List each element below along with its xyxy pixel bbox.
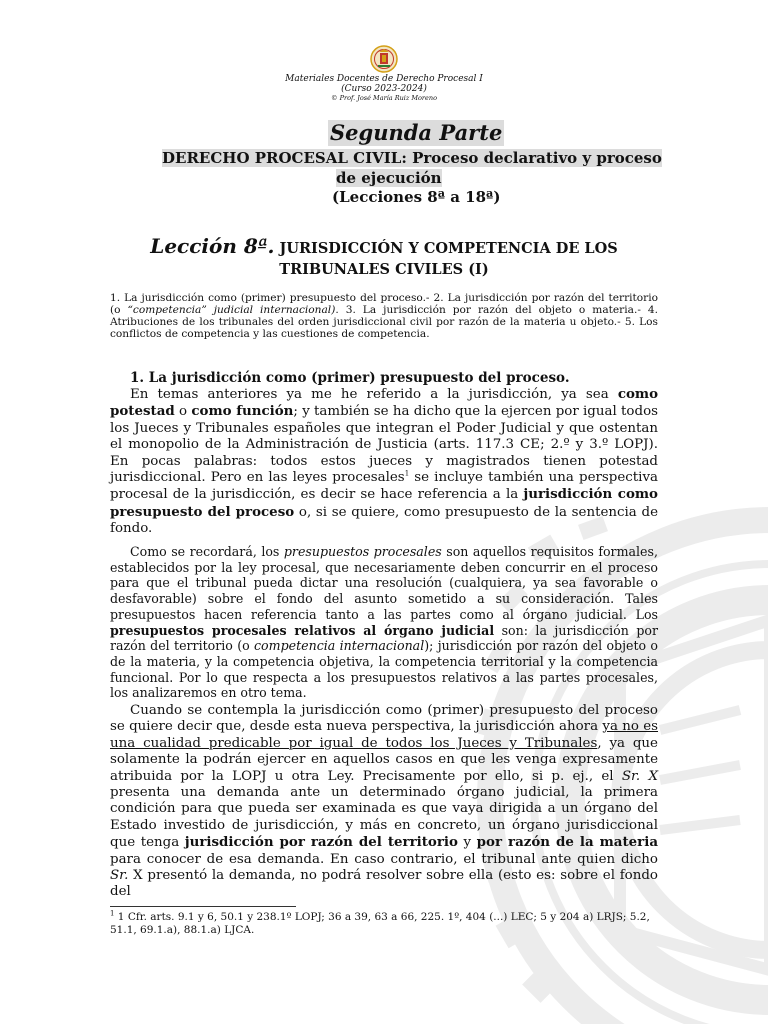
text-run: Cuando se contempla la jurisdicción como (primer) presupuesto del proceso se quiere decir que, desde esta nueva perspectiva, la jurisdicción ahora bbox=[110, 703, 658, 735]
bold-text: jurisdicción como presupuesto del proceso bbox=[110, 486, 658, 520]
text-run: En temas anteriores ya me he referido a la jurisdicción, ya sea bbox=[130, 387, 618, 402]
document-header bbox=[0, 44, 768, 103]
footnote bbox=[110, 911, 658, 937]
text-run: . 3. La jurisdicción por razón del objeto o materia.- 4. Atribuciones de los tribunales del orden jurisdiccional civil por razón de la materia u objeto.- 5. Los conflictos de competencia y las cuestiones de competencia. bbox=[110, 304, 659, 340]
bold-text: como función bbox=[191, 403, 294, 420]
footnote-mark: 1 bbox=[110, 909, 115, 918]
text-run: se incluye también una perspectiva procesal de la jurisdicción, es decir se hace referencia a la bbox=[110, 470, 658, 503]
bold-text: jurisdicción por razón del territorio bbox=[184, 834, 458, 851]
text-run: , ya que solamente la podrán ejercer en aquellos casos en que les venga expresamente atribuida por la LOPJ u otra Ley. Precisamente por ello, si p. ej., el bbox=[110, 735, 658, 784]
italic-text: presupuestos procesales bbox=[283, 544, 442, 559]
text-run: X presentó la demanda, no podrá resolver sobre ella (esto es: sobre el fondo del bbox=[110, 868, 658, 900]
paragraph-3 bbox=[110, 703, 658, 901]
text-run: ); jurisdicción por razón del objeto o de la materia, y la competencia objetiva, la competencia territorial y la competencia funcional. Por lo que respecta a los presupuestos relativos a las partes procesales, los analizaremos en otro tema. bbox=[110, 638, 658, 701]
paragraph-1 bbox=[110, 386, 658, 538]
lesson-number: Lección 8ª. bbox=[150, 234, 275, 258]
part-title: Segunda Parte bbox=[330, 120, 503, 145]
text-run: son aquellos requisitos formales, establecidos por la ley procesal, que necesariamente deben concurrir en el proceso para que el tribunal pueda dictar una resolución (cualquiera, ya sea favorable o desfavorable) sobre el fondo del asunto sometido a su consideración. Tales presupuestos hacen referencia tanto a las partes como al órgano judicial. Los bbox=[110, 544, 658, 622]
lesson-heading bbox=[110, 236, 658, 280]
text-run: y bbox=[457, 835, 477, 851]
part-subtitle-line2: de ejecución bbox=[336, 169, 442, 187]
underlined-text: ya no es una cualidad predicable por igual de todos los Jueces y Tribunales bbox=[110, 719, 659, 751]
text-run: Como se recordará, los bbox=[130, 544, 284, 559]
bold-text: como potestad bbox=[110, 386, 658, 420]
lesson-title: JURISDICCIÓN Y COMPETENCIA DE LOS TRIBUNALES CIVILES (I) bbox=[274, 240, 618, 278]
paragraph-2 bbox=[110, 544, 658, 701]
footnote-divider bbox=[110, 906, 296, 907]
text-run: o, si se quiere, como presupuesto de la sentencia de fondo. bbox=[110, 504, 658, 537]
course-year: (Curso 2023-2024) bbox=[341, 84, 427, 94]
part-subtitle bbox=[162, 148, 662, 188]
materials-title: Materiales Docentes de Derecho Procesal I bbox=[285, 74, 483, 84]
copyright-line: © Prof. José María Ruiz Moreno bbox=[331, 94, 437, 102]
italic-text: Sr. bbox=[110, 868, 129, 884]
lesson-summary bbox=[110, 292, 658, 340]
bold-text: por razón de la materia bbox=[476, 834, 658, 851]
italic-text: competencia internacional bbox=[254, 638, 425, 654]
section-heading: 1. La jurisdicción como (primer) presupuesto del proceso. bbox=[130, 370, 570, 386]
bold-text: presupuestos procesales relativos al órgano judicial bbox=[110, 622, 495, 638]
text-run: o bbox=[174, 404, 192, 420]
text-run: ; y también se ha dicho que la ejercen por igual todos los Jueces y Tribunales españoles que integran el Poder Judicial y que ostentan el monopolio de la Administración de Justicia (arts. 117.3 CE; 2.º y 3.º LOPJ). En pocas palabras: todos estos jueces y magistrados tienen potestad jurisdiccional. Pero en las leyes procesales bbox=[110, 404, 658, 486]
text-run: para conocer de esa demanda. En caso contrario, el tribunal ante quien dicho bbox=[110, 851, 658, 867]
italic-text: “competencia” judicial internacional) bbox=[127, 304, 336, 316]
part-lessons-range: (Lecciones 8ª a 18ª) bbox=[332, 188, 501, 206]
university-seal-logo bbox=[369, 44, 399, 74]
footnote-text: 1 Cfr. arts. 9.1 y 6, 50.1 y 238.1º LOPJ; 36 a 39, 63 a 66, 225. 1º, 404 (...) LEC; 5 y 204 a) LRJS; 5.2, 51.1, 69.1.a), 88.1.a) LJCA. bbox=[110, 911, 650, 936]
italic-text: Sr. X bbox=[621, 768, 658, 784]
part-subtitle-line1: DERECHO PROCESAL CIVIL: Proceso declarativo y proceso bbox=[162, 149, 662, 167]
text-run: presenta una demanda ante un determinado órgano judicial, la primera condición para que pueda ser examinada es que vaya dirigida a un órgano del Estado investido de jurisdicción, y más en concreto, un órgano jurisdiccional que tenga bbox=[110, 785, 658, 851]
text-run: 1. La jurisdicción como (primer) presupuesto del proceso.- 2. La jurisdicción por razón del territorio (o bbox=[110, 292, 658, 316]
text-run: son: la jurisdicción por razón del territorio (o bbox=[110, 622, 658, 654]
footnote-ref: 1 bbox=[404, 469, 410, 478]
